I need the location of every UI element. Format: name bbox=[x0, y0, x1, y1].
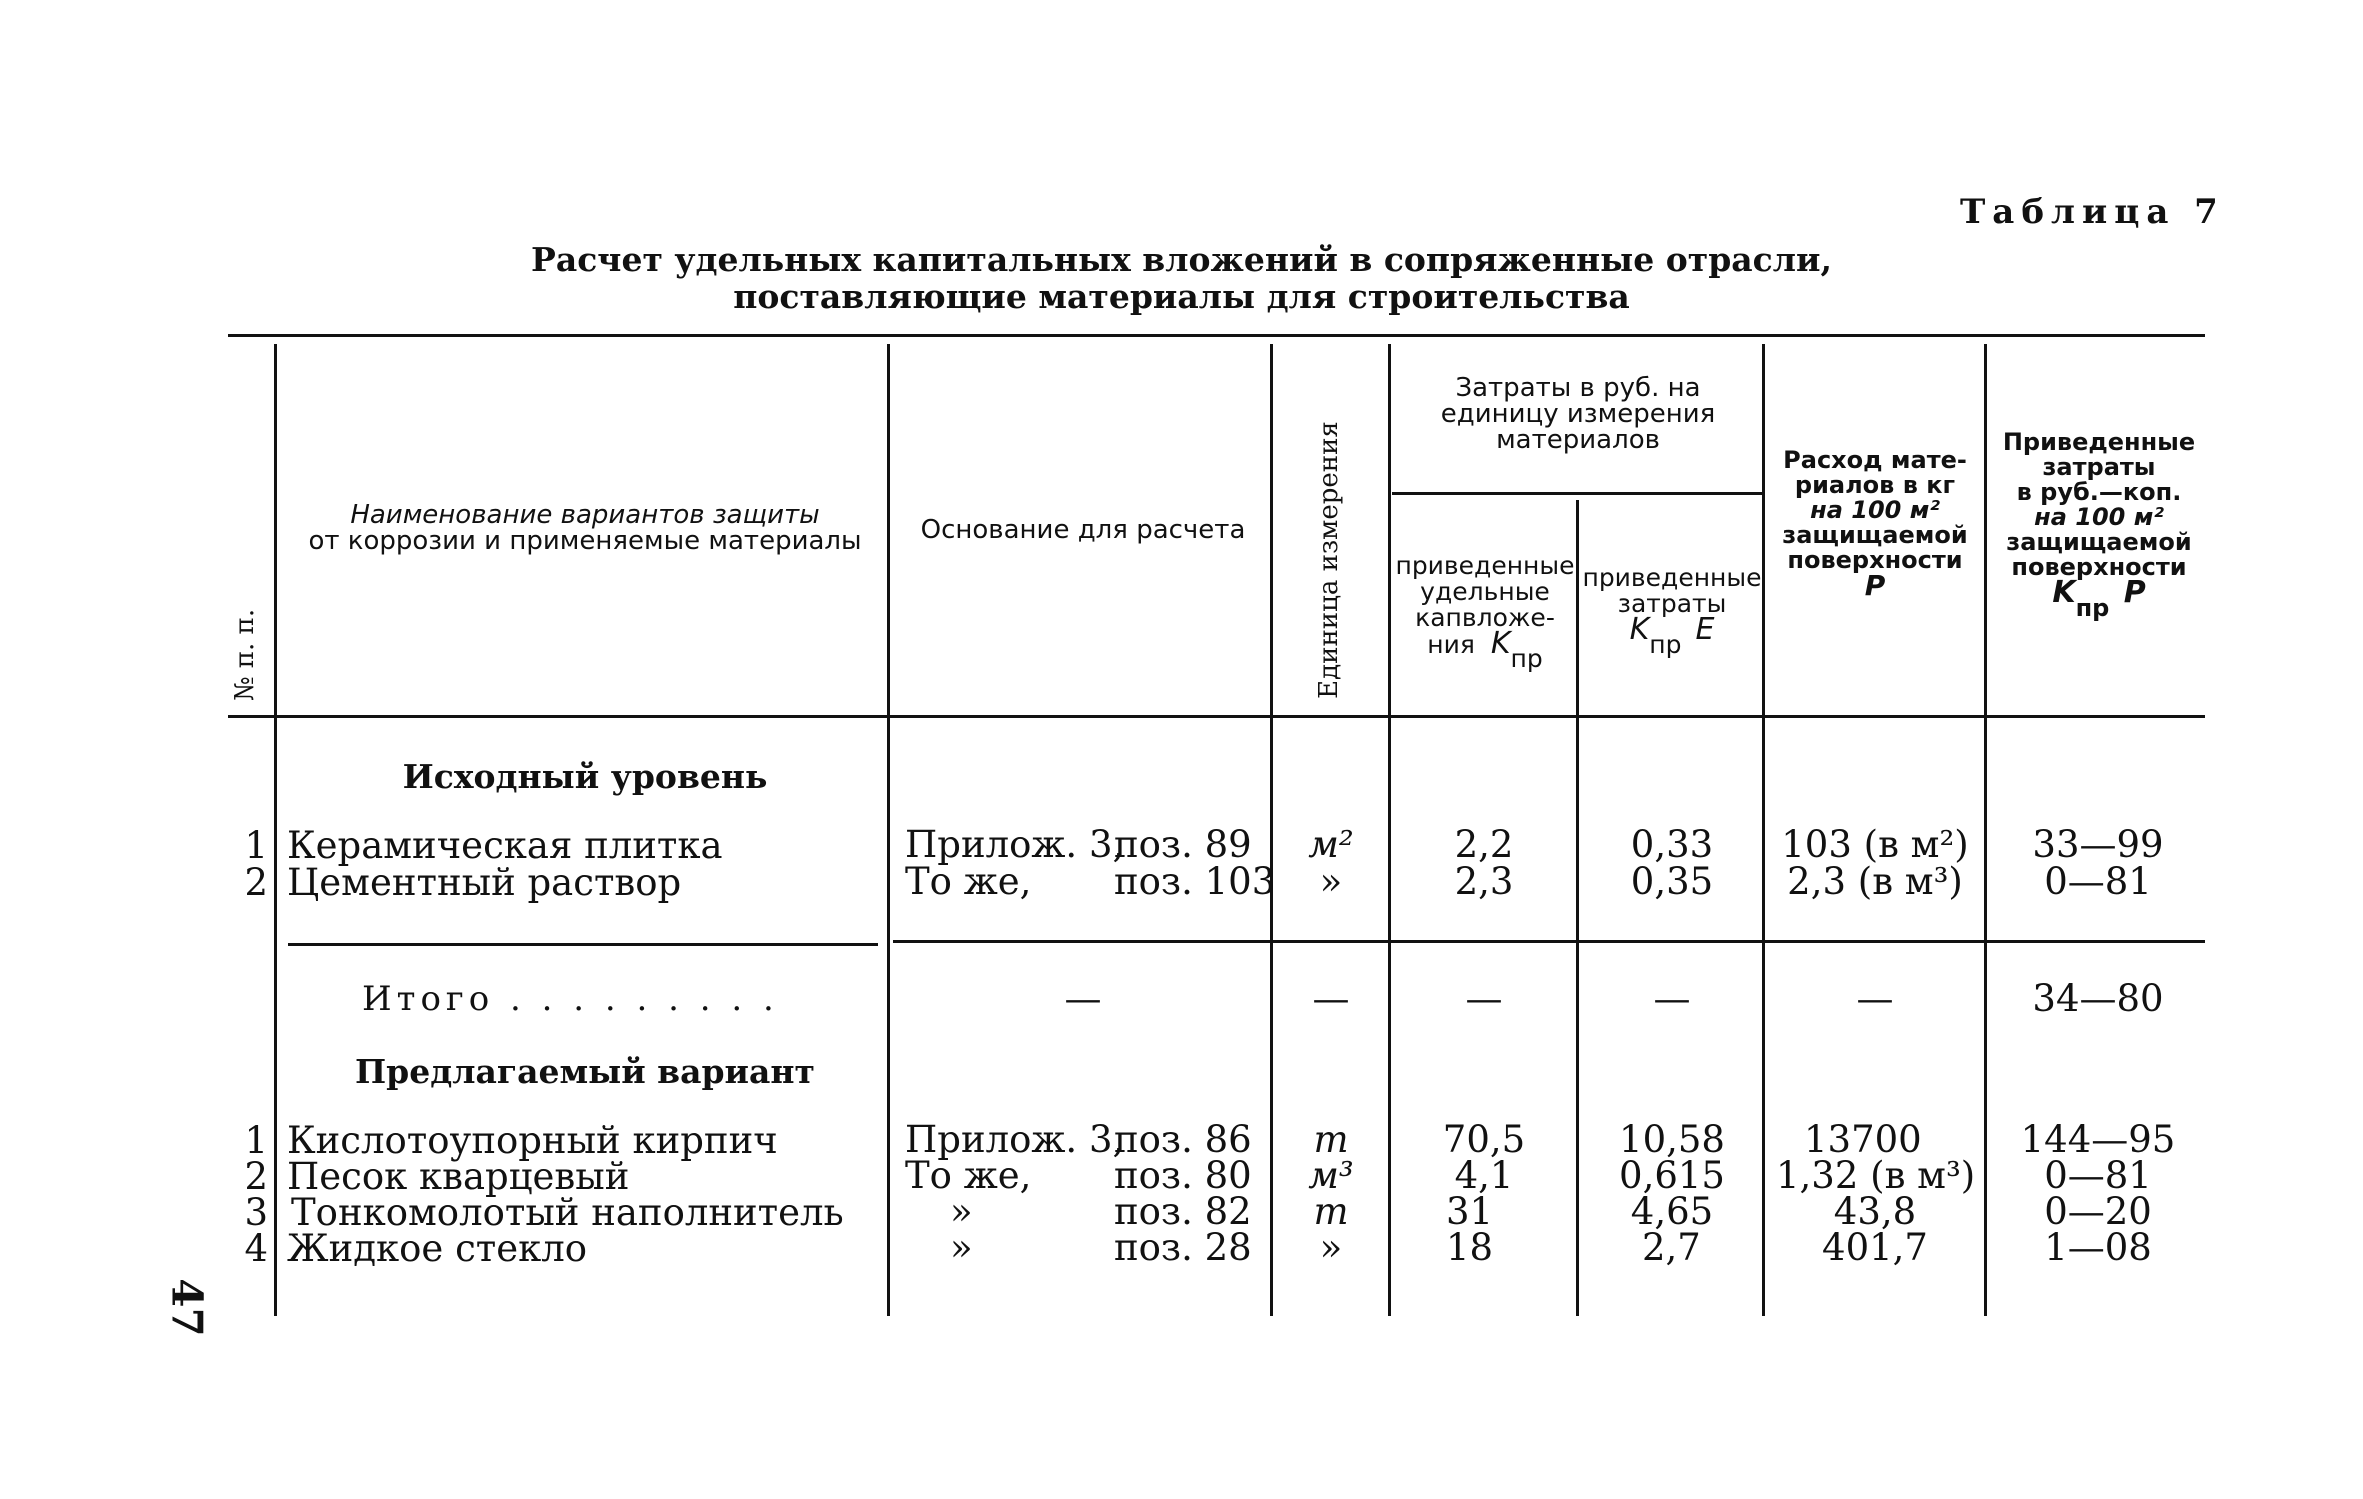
subtotal-label: Итого . . . . . . . . . bbox=[362, 979, 779, 1019]
basis-ref: Прилож. 3, bbox=[905, 1118, 1125, 1161]
material-name: Жидкое стекло bbox=[287, 1227, 588, 1270]
total-value: 0—81 bbox=[2044, 860, 2152, 903]
consumption-value: 2,3 (в м³) bbox=[1787, 860, 1963, 903]
row-number: 1 bbox=[244, 1119, 268, 1162]
capinv-value: 2,2 bbox=[1454, 823, 1514, 866]
basis-ref: Прилож. 3, bbox=[905, 823, 1125, 866]
unit: » bbox=[1319, 860, 1343, 903]
material-name: Керамическая плитка bbox=[287, 824, 723, 867]
page-number: 47 bbox=[162, 1278, 212, 1337]
subtotal-value: 34—80 bbox=[2032, 977, 2164, 1020]
basis-pos: поз. 89 bbox=[1114, 823, 1252, 866]
capinv-value: 2,3 bbox=[1454, 860, 1514, 903]
header-total: Приведенные затраты в руб.—коп. на 100 м² защищаемой поверхности Kпр P bbox=[2002, 428, 2196, 622]
capinv-value: 4,1 bbox=[1454, 1154, 1514, 1197]
header-consumption: Расход мате- риалов в кг на 100 м² защищаемой поверхности P bbox=[1782, 446, 1968, 602]
material-name: Песок кварцевый bbox=[287, 1155, 630, 1198]
header-unit: Единица измерения bbox=[1314, 421, 1344, 699]
basis-ref: То же, bbox=[905, 1154, 1032, 1197]
material-name: Тонкомолотый наполнитель bbox=[291, 1191, 844, 1234]
capinv-value: 70,5 bbox=[1442, 1118, 1526, 1161]
material-name: Кислотоупорный кирпич bbox=[287, 1119, 778, 1162]
unit: м³ bbox=[1308, 1154, 1354, 1197]
consumption-value: 401,7 bbox=[1822, 1226, 1928, 1269]
section-title-proposed: Предлагаемый вариант bbox=[354, 1052, 816, 1091]
col-line-2 bbox=[887, 344, 890, 1316]
subtotal-consumption: — bbox=[1856, 977, 1894, 1020]
reduced-value: 4,65 bbox=[1630, 1190, 1714, 1233]
subtotal-rule-left bbox=[288, 943, 878, 946]
basis-ref: » bbox=[950, 1226, 973, 1269]
basis-pos: поз. 86 bbox=[1114, 1118, 1252, 1161]
header-basis: Основание для расчета bbox=[920, 515, 1246, 545]
row-number: 2 bbox=[244, 1155, 268, 1198]
header-name: Наименование вариантов защиты от коррозии и применяемые материалы bbox=[308, 500, 862, 556]
table-title-line2: поставляющие материалы для строительства bbox=[733, 277, 1630, 316]
subtotal-capinv: — bbox=[1465, 977, 1503, 1020]
basis-pos: поз. 82 bbox=[1114, 1190, 1252, 1233]
row-number: 3 bbox=[244, 1191, 268, 1234]
consumption-value: 43,8 bbox=[1833, 1190, 1917, 1233]
row-number: 2 bbox=[244, 861, 268, 904]
header-capinv: приведенные удельные капвложе- ния Kпр bbox=[1395, 551, 1575, 673]
unit: » bbox=[1319, 1226, 1343, 1269]
unit: т bbox=[1313, 1118, 1349, 1161]
table-label: Таблица 7 bbox=[1960, 192, 2225, 232]
header-bottom-rule bbox=[228, 715, 2205, 718]
col-line-4 bbox=[1388, 344, 1391, 1316]
subtotal-reduced: — bbox=[1653, 977, 1691, 1020]
unit: т bbox=[1313, 1190, 1349, 1233]
basis-pos: поз. 80 bbox=[1114, 1154, 1252, 1197]
consumption-value: 103 (в м²) bbox=[1781, 823, 1969, 866]
capinv-value: 31 bbox=[1446, 1190, 1494, 1233]
header-reduced: приведенные затраты Kпр E bbox=[1582, 563, 1762, 659]
material-name: Цементный раствор bbox=[287, 861, 682, 904]
reduced-value: 10,58 bbox=[1619, 1118, 1725, 1161]
costs-split-rule bbox=[1392, 492, 1764, 495]
row-number: 1 bbox=[244, 824, 268, 867]
basis-ref: То же, bbox=[905, 860, 1032, 903]
reduced-value: 2,7 bbox=[1642, 1226, 1701, 1269]
basis-pos: поз. 28 bbox=[1114, 1226, 1252, 1269]
total-value: 144—95 bbox=[2020, 1118, 2176, 1161]
reduced-value: 0,33 bbox=[1630, 823, 1714, 866]
consumption-value: 1,32 (в м³) bbox=[1776, 1154, 1976, 1197]
total-value: 0—20 bbox=[2044, 1190, 2152, 1233]
basis-pos: поз. 103 bbox=[1114, 860, 1276, 903]
header-number: № п. п. bbox=[230, 608, 260, 702]
total-value: 0—81 bbox=[2044, 1154, 2152, 1197]
header-costs: Затраты в руб. на единицу измерения материалов bbox=[1440, 373, 1716, 455]
subtotal-rule-right bbox=[893, 940, 2205, 943]
col-line-3 bbox=[1270, 344, 1273, 1316]
table-title-line1: Расчет удельных капитальных вложений в сопряженные отрасли, bbox=[531, 240, 1832, 279]
section-title-initial: Исходный уровень bbox=[402, 757, 768, 796]
reduced-value: 0,35 bbox=[1630, 860, 1714, 903]
col-line-7 bbox=[1984, 344, 1987, 1316]
subtotal-basis: — bbox=[1064, 977, 1102, 1020]
col-line-1 bbox=[274, 344, 277, 1316]
unit: м² bbox=[1308, 823, 1354, 866]
consumption-value: 13700 bbox=[1804, 1118, 1922, 1161]
table-top-rule bbox=[228, 334, 2205, 337]
basis-ref: » bbox=[950, 1190, 973, 1233]
total-value: 1—08 bbox=[2044, 1226, 2152, 1269]
row-number: 4 bbox=[244, 1227, 268, 1270]
subtotal-unit: — bbox=[1312, 977, 1350, 1020]
capinv-value: 18 bbox=[1446, 1226, 1494, 1269]
total-value: 33—99 bbox=[2032, 823, 2164, 866]
reduced-value: 0,615 bbox=[1619, 1154, 1725, 1197]
